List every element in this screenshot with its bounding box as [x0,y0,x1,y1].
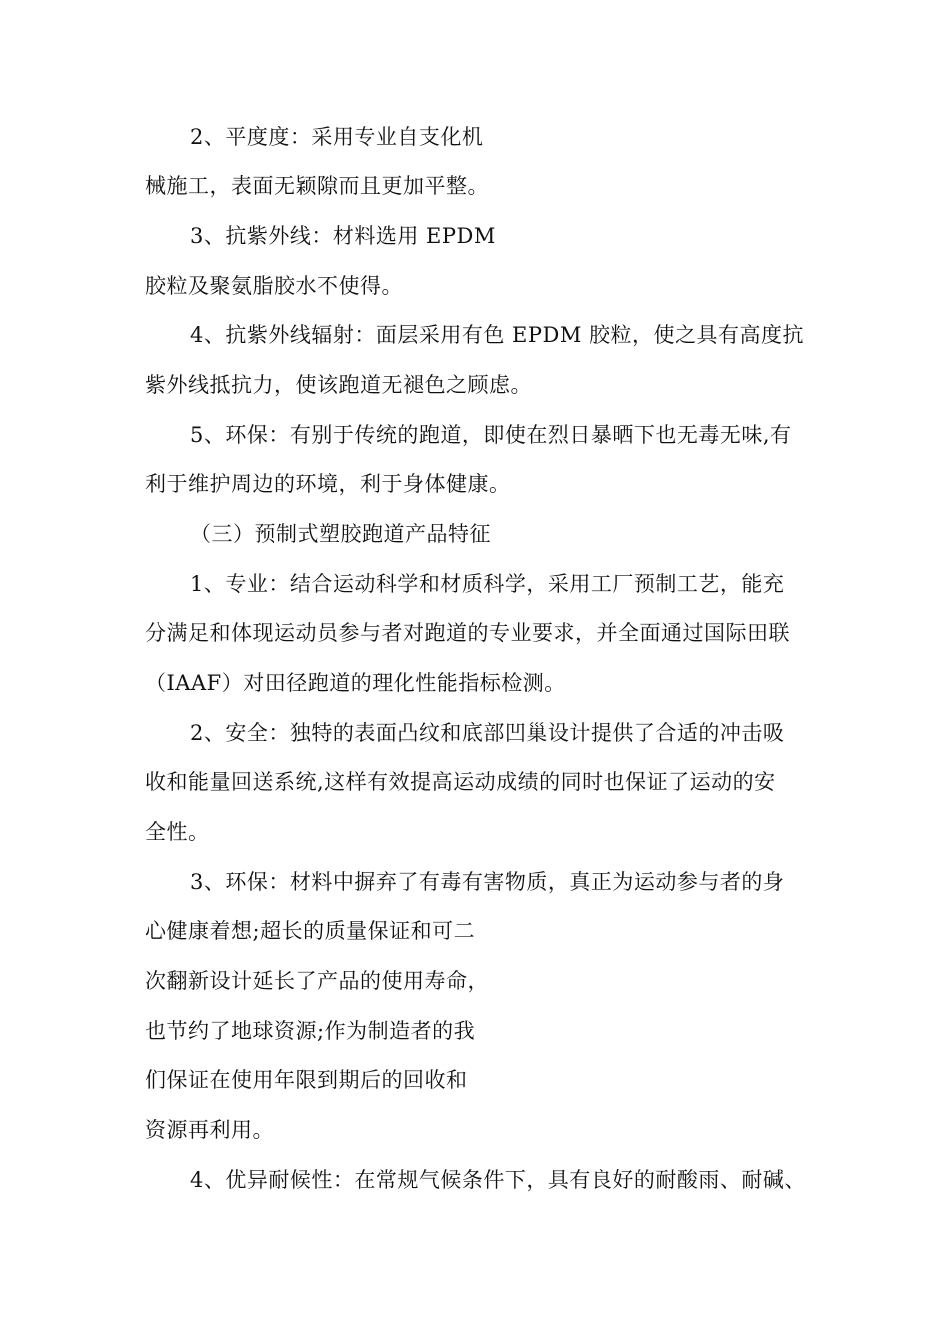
paragraph-line: 胶粒及聚氨脂胶水不使得。 [145,274,403,298]
paragraph-line: 资源再利用。 [145,1118,274,1142]
paragraph-line: 5、环保：有别于传统的跑道，即使在烈日暴晒下也无毒无味,有 [190,423,792,447]
paragraph-line: 4、抗紫外线辐射：面层采用有色 EPDM 胶粒，使之具有高度抗 [190,323,805,347]
section-heading: （三）预制式塑胶跑道产品特征 [190,522,491,546]
paragraph-line: 也节约了地球资源;作为制造者的我 [145,1019,476,1043]
paragraph-line: （IAAF）对田径跑道的理化性能指标检测。 [145,671,566,695]
paragraph-line: 2、平度度：采用专业自支化机 [190,125,484,149]
paragraph-line: 心健康着想;超长的质量保证和可二 [145,919,476,943]
paragraph-line: 们保证在使用年限到期后的回收和 [145,1068,468,1092]
paragraph-line: 4、优异耐候性：在常规气候条件下，具有良好的耐酸雨、耐碱、 [190,1168,806,1192]
paragraph-line: 收和能量回送系统,这样有效提高运动成绩的同时也保证了运动的安 [145,770,776,794]
paragraph-line: 3、环保：材料中摒弃了有毒有害物质，真正为运动参与者的身 [190,870,785,894]
paragraph-line: 2、安全：独特的表面凸纹和底部凹巢设计提供了合适的冲击吸 [190,721,785,745]
paragraph-line: 分满足和体现运动员参与者对跑道的专业要求，并全面通过国际田联 [145,621,790,645]
paragraph-line: 利于维护周边的环境，利于身体健康。 [145,472,511,496]
paragraph-line: 1、专业：结合运动科学和材质科学，采用工厂预制工艺，能充 [190,572,785,596]
paragraph-line: 全性。 [145,820,210,844]
paragraph-line: 3、抗紫外线：材料选用 EPDM [190,224,496,248]
paragraph-line: 紫外线抵抗力，使该跑道无褪色之顾虑。 [145,373,532,397]
paragraph-line: 械施工，表面无颖隙而且更加平整。 [145,174,489,198]
paragraph-line: 次翻新设计延长了产品的使用寿命， [145,969,489,993]
